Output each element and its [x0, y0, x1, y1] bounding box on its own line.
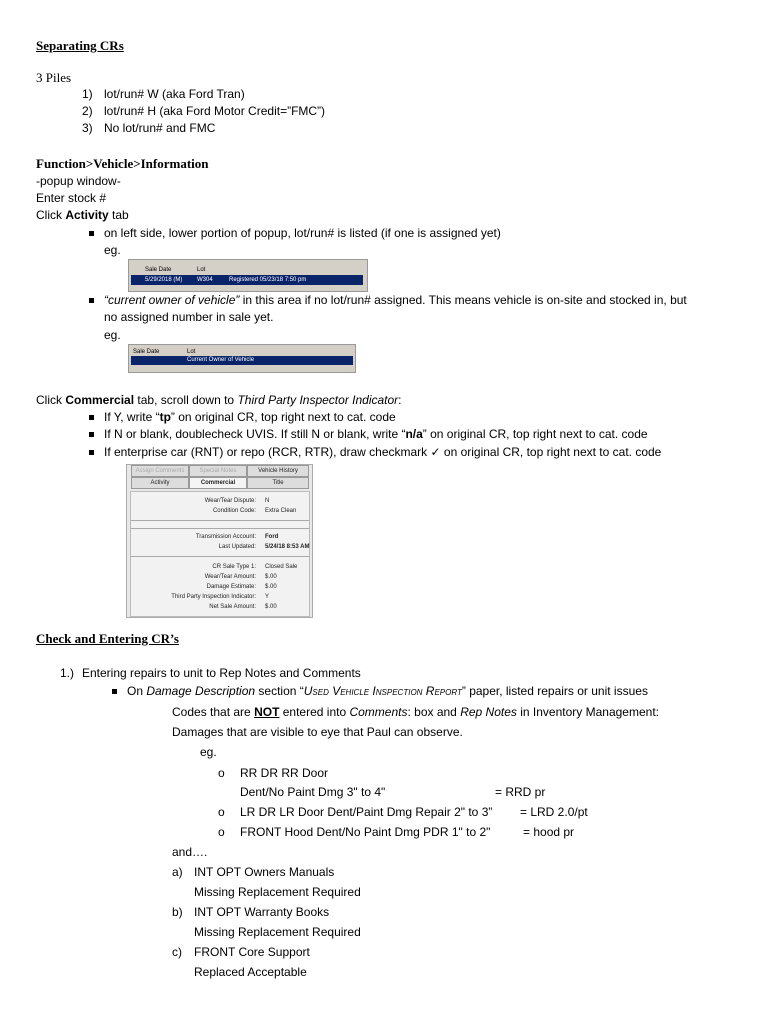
enter-stock-text: Enter stock # — [36, 191, 107, 205]
panel-label: CR Sale Type 1: — [212, 564, 256, 570]
click-word: Click — [36, 393, 66, 407]
scroll-text: tab, scroll down to — [134, 393, 238, 407]
circle-bullet: o — [218, 825, 225, 839]
panel-label: Wear/Tear Amount: — [204, 574, 256, 580]
divider — [131, 556, 309, 557]
on-word: On — [127, 684, 147, 698]
panel-label: Transmission Account: — [195, 534, 256, 540]
cbullet-y-c: ” on original CR, top right next to cat. code — [170, 410, 396, 424]
lot-header: Lot — [197, 267, 206, 273]
codes-d: in Inventory Management: — [516, 705, 659, 719]
example-1-result: = RRD pr — [495, 785, 546, 799]
codes-a: Codes that are — [172, 705, 255, 719]
tab-assign-comments: Assign Comments — [131, 465, 189, 477]
eg-label-3: eg. — [200, 745, 217, 759]
popup-text: -popup window- — [36, 174, 121, 188]
current-owner-rest: in this area if no lot/run# assigned. This means vehicle is on-site and stocked in, but — [239, 293, 687, 307]
bullet-square — [89, 298, 94, 303]
letter-a-sub: Missing Replacement Required — [194, 885, 361, 899]
owner-screenshot — [128, 344, 356, 373]
letter-b-title: INT OPT Warranty Books — [194, 905, 330, 919]
tab-vehicle-history: Vehicle History — [247, 465, 309, 477]
letter-b-sub: Missing Replacement Required — [194, 925, 361, 939]
panel-value: $.00 — [265, 604, 277, 610]
click-commercial-line — [36, 393, 402, 407]
circle-bullet: o — [218, 805, 225, 819]
example-3-a: FRONT Hood Dent/No Paint Dmg PDR 1" to 2" — [240, 825, 491, 839]
codes-line — [172, 705, 659, 719]
and-text: and…. — [172, 845, 208, 859]
sale-date-header: Sale Date — [133, 349, 160, 355]
example-1-b: Dent/No Paint Dmg 3" to 4" — [240, 785, 386, 799]
comments-word: Comments — [349, 705, 408, 719]
example-2-result: = LRD 2.0/pt — [520, 805, 588, 819]
tab-title: Title — [247, 477, 309, 489]
cbullet-y-a: If Y, write “ — [104, 410, 160, 424]
tab-word: tab — [108, 208, 129, 222]
divider — [131, 528, 309, 529]
not-word: NOT — [254, 705, 280, 719]
panel-body — [130, 491, 310, 617]
section-word: section “ — [255, 684, 304, 698]
owner-selected-row — [131, 356, 353, 365]
tab-special-notes: Special Notes — [189, 465, 247, 477]
cbullet-n-a: If N or blank, doublecheck UVIS. If still N or blank, write “ — [104, 427, 406, 441]
section-title-checking: Check and Entering CR’s — [36, 631, 179, 646]
letter-c-title: FRONT Core Support — [194, 945, 310, 959]
lot-header: Lot — [187, 349, 196, 355]
panel-value: N — [265, 498, 270, 504]
damages-line: Damages that are visible to eye that Paul can observe. — [172, 725, 463, 739]
codes-c: : box and — [407, 705, 461, 719]
letter-a: a) — [172, 865, 183, 879]
pile-num-1: 1) — [82, 87, 93, 101]
lot-selected-row — [131, 275, 363, 285]
click-word: Click — [36, 208, 66, 222]
lot-screenshot — [128, 259, 368, 292]
cbullet-enterprise: If enterprise car (RNT) or repo (RCR, RTR), draw checkmark ✓ on original CR, top right next to cat. code — [104, 445, 662, 459]
panel-label: Net Sale Amount: — [209, 604, 256, 610]
item1-num: 1.) — [60, 666, 75, 680]
section-title-separating: Separating CRs — [36, 38, 124, 53]
panel-value: Ford — [265, 534, 279, 540]
rep-notes-word: Rep Notes — [460, 705, 517, 719]
commercial-word: Commercial — [65, 393, 135, 407]
pile-text-1: lot/run# W (aka Ford Tran) — [104, 87, 245, 101]
letter-b: b) — [172, 905, 183, 919]
piles-label: 3 Piles — [36, 70, 72, 85]
codes-b: entered into — [279, 705, 350, 719]
pile-text-2: lot/run# H (aka Ford Motor Credit=”FMC”) — [104, 104, 326, 118]
panel-value: Closed Sale — [265, 564, 298, 570]
bullet-square — [89, 415, 94, 420]
bullet-square — [89, 432, 94, 437]
item1-text: Entering repairs to unit to Rep Notes and Comments — [82, 666, 361, 680]
panel-value: 5/24/18 8:53 AM — [265, 544, 310, 550]
panel-label: Third Party Inspection Indicator: — [171, 594, 256, 600]
eg-label-1: eg. — [104, 243, 121, 257]
damage-desc-line — [127, 684, 648, 698]
panel-label: Wear/Tear Dispute: — [204, 498, 256, 504]
cbullet-n-c: ” on original CR, top right next to cat. code — [422, 427, 648, 441]
tpi-text: Third Party Inspector Indicator — [237, 393, 399, 407]
bullet-lot-listed: on left side, lower portion of popup, lot/run# is listed (if one is assigned yet) — [104, 226, 501, 240]
lot-value: W304 — [197, 277, 213, 283]
panel-label: Last Updated: — [218, 544, 256, 550]
uvir-rest: ” paper, listed repairs or unit issues — [461, 684, 648, 698]
panel-value: Y — [265, 594, 270, 600]
letter-a-title: INT OPT Owners Manuals — [194, 865, 335, 879]
panel-label: Condition Code: — [212, 508, 256, 514]
circle-bullet: o — [218, 766, 225, 780]
bullet-square — [112, 689, 117, 694]
cbullet-y — [104, 410, 396, 424]
function-path: Function>Vehicle>Information — [36, 156, 209, 171]
pile-num-2: 2) — [82, 104, 93, 118]
tab-activity: Activity — [131, 477, 189, 489]
current-owner-line2: no assigned number in sale yet. — [104, 310, 274, 324]
colon: : — [398, 393, 402, 407]
uvir-title: Used Vehicle Inspection Report — [303, 684, 462, 698]
panel-value: $.00 — [265, 574, 277, 580]
activity-word: Activity — [65, 208, 109, 222]
current-owner-value: Current Owner of Vehicle — [187, 357, 255, 363]
bullet-square — [89, 450, 94, 455]
letter-c-sub: Replaced Acceptable — [194, 965, 307, 979]
panel-value: $.00 — [265, 584, 277, 590]
commercial-panel-screenshot — [126, 464, 313, 618]
tp-code: tp — [159, 410, 171, 424]
damage-desc: Damage Description — [146, 684, 256, 698]
divider — [131, 520, 309, 521]
tab-commercial: Commercial — [189, 477, 247, 489]
example-2-a: LR DR LR Door Dent/Paint Dmg Repair 2" to 3” — [240, 805, 493, 819]
pile-num-3: 3) — [82, 121, 93, 135]
letter-c: c) — [172, 945, 182, 959]
bullet-current-owner — [104, 293, 687, 307]
pile-text-3: No lot/run# and FMC — [104, 121, 216, 135]
registered-value: Registered 05/23/18 7:50 pm — [229, 277, 307, 283]
panel-value: Extra Clean — [265, 508, 297, 514]
cbullet-n — [104, 427, 648, 441]
na-code: n/a — [405, 427, 423, 441]
click-activity-line — [36, 208, 129, 222]
eg-label-2: eg. — [104, 328, 121, 342]
bullet-square — [89, 231, 94, 236]
panel-label: Damage Estimate: — [206, 584, 256, 590]
current-owner-quote: “current owner of vehicle” — [104, 293, 240, 307]
sale-date-header: Sale Date — [145, 267, 172, 273]
example-1-a: RR DR RR Door — [240, 766, 329, 780]
example-3-result: = hood pr — [523, 825, 575, 839]
sale-date-value: 5/29/2018 (M) — [145, 277, 183, 283]
